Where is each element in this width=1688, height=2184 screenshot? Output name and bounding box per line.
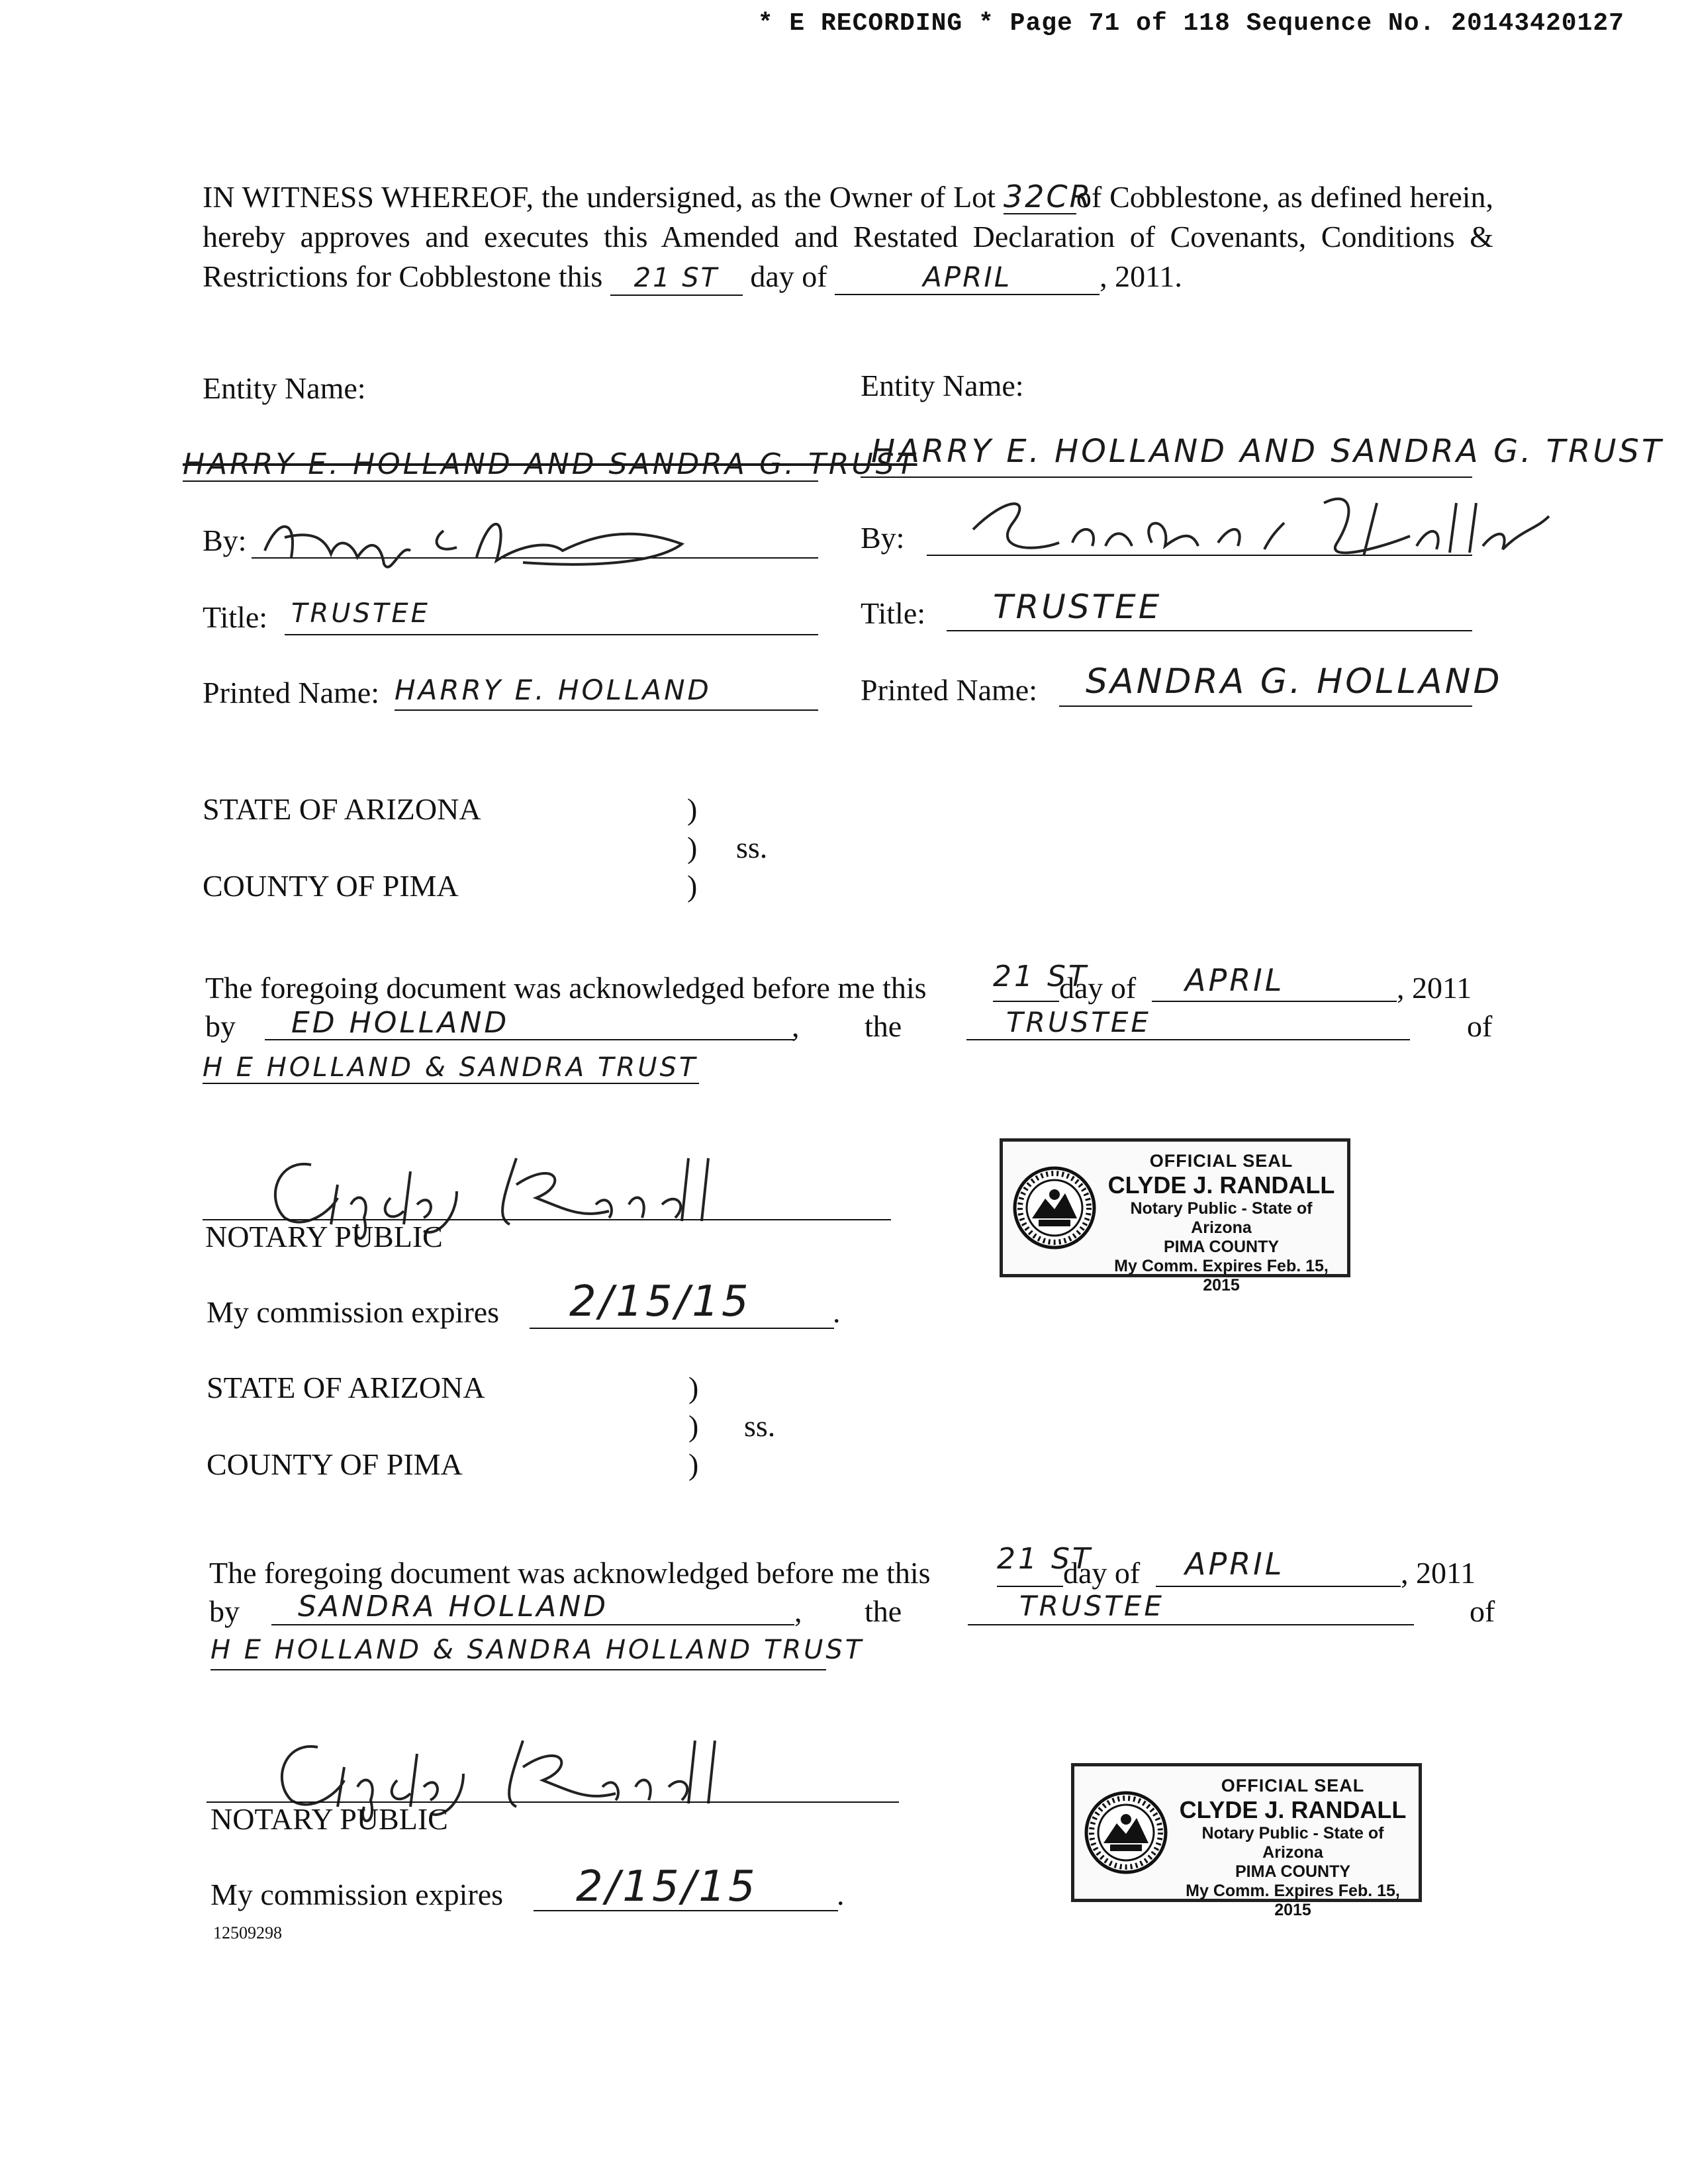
notary1-label: NOTARY PUBLIC: [205, 1220, 443, 1253]
right-entity-label: Entity Name:: [861, 369, 1024, 402]
right-printed-label: Printed Name:: [861, 673, 1037, 707]
witness-year: 2011.: [1115, 259, 1182, 293]
left-title-label: Title:: [203, 600, 268, 634]
ack2-entity-line: [211, 1669, 826, 1670]
ack1-by-label: by: [205, 1009, 236, 1043]
ack2-day-line: [997, 1586, 1063, 1587]
left-by-label: By:: [203, 523, 247, 557]
recording-header: * E RECORDING * Page 71 of 118 Sequence No. 20143420127: [757, 9, 1624, 38]
venue2-paren-3: ): [688, 1447, 699, 1481]
seal1-line3: Notary Public - State of Arizona: [1130, 1199, 1313, 1237]
ack2-entity: H E HOLLAND & SANDRA HOLLAND TRUST: [211, 1635, 865, 1665]
ack2-role-line: [968, 1624, 1414, 1625]
left-printed-line: [395, 709, 818, 711]
ack2-month: APRIL: [1185, 1546, 1285, 1582]
ack2-text-2: day of: [1063, 1556, 1141, 1590]
arizona-seal-emblem-icon: [1084, 1790, 1168, 1875]
seal1-line4: PIMA COUNTY: [1163, 1238, 1280, 1256]
venue1-paren-1: ): [687, 792, 698, 826]
right-entity-value: HARRY E. HOLLAND AND SANDRA G. TRUST: [871, 433, 1664, 470]
seal2-line1: OFFICIAL SEAL: [1221, 1776, 1365, 1796]
ack2-the-label: the: [865, 1594, 902, 1628]
seal2-text: [1174, 1776, 1412, 1920]
ack1-text-1: The foregoing document was acknowledged before me this: [205, 971, 927, 1005]
ack2-role: TRUSTEE: [1019, 1590, 1164, 1622]
venue2-paren-1: ): [688, 1371, 699, 1404]
document-number: 12509298: [213, 1923, 282, 1942]
venue2-paren-2: ): [688, 1409, 699, 1443]
witness-text-3: day of: [750, 259, 827, 293]
ack2-by-label: by: [209, 1594, 240, 1628]
seal2-line3: Notary Public - State of Arizona: [1201, 1824, 1384, 1862]
right-title-line: [947, 630, 1472, 631]
venue2-state: STATE OF ARIZONA: [207, 1371, 485, 1404]
venue1-county: COUNTY OF PIMA: [203, 869, 459, 903]
left-by-signature: [258, 504, 708, 577]
notary2-expires-value: 2/15/15: [576, 1862, 758, 1911]
lot-number-field: 32CR: [1003, 179, 1093, 214]
left-printed-label: Printed Name:: [203, 676, 379, 709]
right-printed-value: SANDRA G. HOLLAND: [1086, 662, 1503, 702]
notary2-expires-line: [534, 1910, 838, 1911]
witness-paragraph: IN WITNESS WHEREOF, the undersigned, as the Owner of Lot 32CRof Cobblestone, as defined herein, hereby approves and executes this Amended and Restated Declaration of Covenants, Conditions & Restrictions for Cobblestone this 21 ST day of APRIL , 2011.: [203, 177, 1493, 296]
notary2-period: .: [837, 1878, 845, 1911]
notary2-label: NOTARY PUBLIC: [211, 1802, 448, 1836]
venue1-ss: ss.: [736, 831, 768, 864]
notary1-expires-value: 2/15/15: [569, 1277, 751, 1326]
ack1-day-line: [993, 1001, 1059, 1002]
left-entity-line: [183, 480, 818, 482]
right-printed-line: [1059, 705, 1472, 707]
witness-text-1: IN WITNESS WHEREOF, the undersigned, as the Owner of Lot: [203, 180, 996, 214]
seal2-line2: CLYDE J. RANDALL: [1179, 1796, 1407, 1823]
ack1-the-label: the: [865, 1009, 902, 1043]
witness-month-field: APRIL: [835, 261, 1100, 295]
arizona-seal-emblem-icon: [1012, 1165, 1097, 1250]
ack1-text-2: day of: [1059, 971, 1137, 1005]
seal1-line2: CLYDE J. RANDALL: [1107, 1171, 1335, 1199]
ack2-of-label: of: [1470, 1594, 1495, 1628]
notary1-expires-label: My commission expires: [207, 1295, 500, 1329]
notary1-period: .: [833, 1295, 841, 1329]
ack2-by-value: SANDRA HOLLAND: [298, 1590, 609, 1623]
ack1-role-line: [966, 1039, 1410, 1040]
witness-text-2: of Cobblestone, as defined herein, hereby approves and executes this Amended and Restated Declaration of Covenants, Conditions & Restrictions for Cobblestone this: [203, 180, 1494, 293]
seal2-line4: PIMA COUNTY: [1235, 1862, 1351, 1881]
right-by-label: By:: [861, 521, 905, 555]
right-title-label: Title:: [861, 596, 926, 630]
right-entity-line: [861, 477, 1472, 478]
notary2-expires-label: My commission expires: [211, 1878, 504, 1911]
left-printed-value: HARRY E. HOLLAND: [395, 674, 712, 706]
venue1-paren-2: ): [687, 831, 698, 864]
ack1-month: APRIL: [1185, 962, 1285, 998]
seal1-line5: My Comm. Expires Feb. 15, 2015: [1114, 1257, 1329, 1295]
right-by-signature: [953, 490, 1562, 569]
ack1-by-line: [265, 1039, 794, 1040]
ack1-comma: ,: [792, 1009, 800, 1043]
left-entity-value: HARRY E. HOLLAND AND SANDRA G. TRUST: [183, 447, 917, 481]
right-title-value: TRUSTEE: [993, 588, 1162, 626]
notary1-expires-line: [530, 1328, 834, 1329]
venue1-state: STATE OF ARIZONA: [203, 792, 481, 826]
seal1-text: [1102, 1151, 1340, 1295]
ack1-entity-line: [203, 1083, 699, 1084]
ack1-role: TRUSTEE: [1006, 1006, 1151, 1038]
left-title-line: [285, 634, 818, 635]
ack1-day: 21 ST: [993, 960, 1089, 993]
ack1-entity: H E HOLLAND & SANDRA TRUST: [203, 1052, 698, 1083]
venue2-county: COUNTY OF PIMA: [207, 1447, 463, 1481]
seal2-line5: My Comm. Expires Feb. 15, 2015: [1186, 1882, 1400, 1919]
seal1-line1: OFFICIAL SEAL: [1149, 1151, 1293, 1171]
official-seal-2: [1071, 1763, 1422, 1919]
ack1-year: , 2011: [1397, 971, 1472, 1005]
ack1-by-value: ED HOLLAND: [291, 1006, 510, 1040]
left-entity-label: Entity Name:: [203, 371, 366, 405]
left-title-value: TRUSTEE: [291, 598, 430, 629]
witness-day-field: 21 ST: [610, 261, 743, 296]
venue2-ss: ss.: [744, 1409, 776, 1443]
ack2-by-line: [271, 1624, 794, 1625]
ack2-day: 21 ST: [997, 1542, 1093, 1576]
ack2-text-1: The foregoing document was acknowledged before me this: [209, 1556, 931, 1590]
official-seal-1: [1000, 1138, 1350, 1295]
ack1-month-line: [1152, 1001, 1397, 1002]
ack2-month-line: [1156, 1586, 1401, 1587]
venue1-paren-3: ): [687, 869, 698, 903]
ack2-comma: ,: [794, 1594, 802, 1628]
ack2-year: , 2011: [1401, 1556, 1476, 1590]
ack1-of-label: of: [1467, 1009, 1493, 1043]
